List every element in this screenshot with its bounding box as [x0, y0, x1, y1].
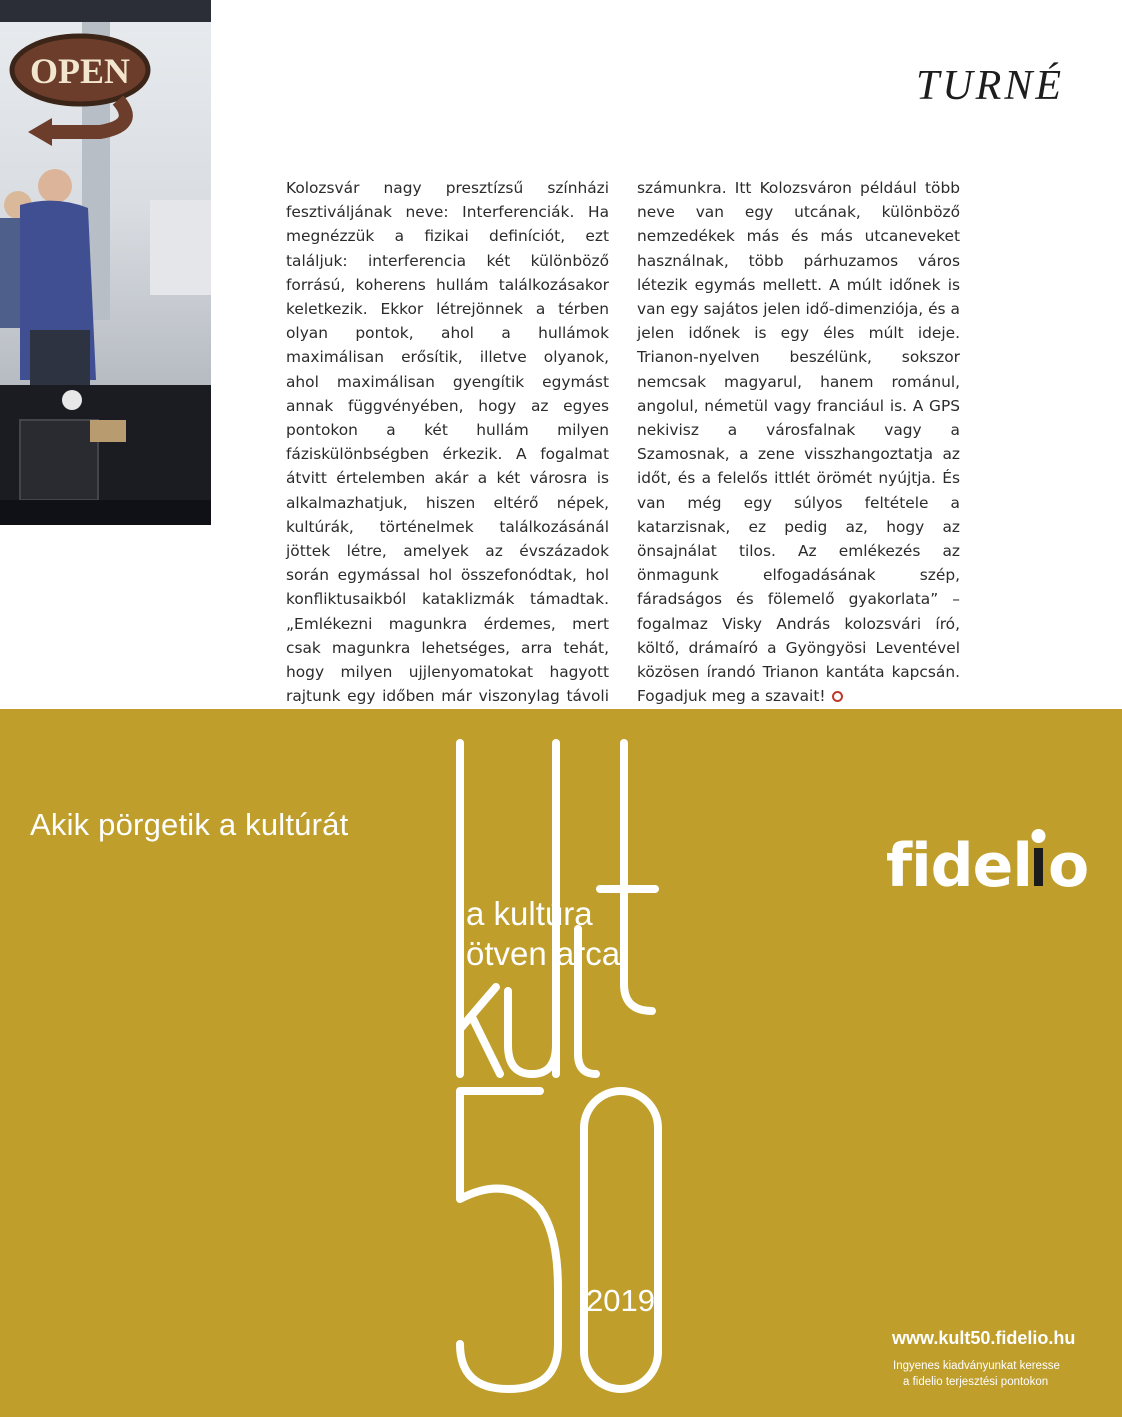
kult50-website-link[interactable]: www.kult50.fidelio.hu — [892, 1328, 1076, 1348]
ad-year: 2019 — [586, 1283, 655, 1318]
ad-tagline: Akik pörgetik a kultúrát — [30, 807, 349, 842]
article-column-2 — [637, 176, 960, 757]
article-column-1 — [286, 176, 609, 757]
article-column-1-text: Kolozsvár nagy presztízsű színházi fesztiváljának neve: Interferenciák. Ha megnézzük a fizikai definíciót, ezt találjuk: interferencia két különböző forrású, koherens hullám találkozásakor keletkezik. Ekkor létrejönnek a térben olyan pontok, ahol a hullámok maximálisan erősítik, illetve olyanok, ahol maximálisan gyengítik egymást annak függvényében, hogy az egyes pontokon a két hullám milyen fáziskülönbségben érkezik. A fogalmat átvitt értelemben akár a két városra is alkalmazhatjuk, hiszen eltérő népek, kultúrák, történelmek találkozásánál jöttek létre, amelyek az évszázadok során egymással hol összefonódtak, hol konfliktusaikból kataklizmák támadtak. „Emlékezni magunkra érdemes, mert csak magunkra lehetséges, arra tehát, hogy milyen ujjlenyomatokat hagyott rajtunk egy időben már viszonylag távoli — [286, 179, 609, 706]
article-body — [286, 176, 960, 757]
section-label: TURNÉ — [915, 63, 1064, 109]
fidelio-logo — [886, 824, 1096, 904]
svg-text:o: o — [1048, 831, 1090, 901]
ad-note-line-1: Ingyenes kiadványunkat keresse — [893, 1360, 1060, 1372]
ad-subtitle-line-1: a kultúra — [466, 895, 593, 932]
article-column-2-text: számunkra. Itt Kolozsváron például több neve van egy utcának, különböző nemzedékek más és más utcaneveket használnak, több párhuzamos város létezik egymás mellett. A múlt időnek is van egy sajátos jelen idő-dimenziója, és a jelen időnek is egy éles múlt ideje. Trianon-nyelven beszélünk, sokszor nemcsak magyarul, hanem románul, angolul, németül vagy franciául is. A GPS nekivisz a városfalnak vagy a Szamosnak, a zene visszhangoztatja az időt, és a felelős ittlét örömét nyújtja. És van még egy súlyos feltétele a katarzisnak, ez pedig az, hogy az önsajnálat tilos. Az emlékezés az önmagunk elfogadásának szép, fáradságos és fölemelő gyakorlata” – fogalmaz Visky András kolozsvári író, költő, drámaíró a Gyöngyösi Leventével közösen írandó Trianon kantáta kapcsán. Fogadjuk meg a szavait! — [637, 179, 960, 706]
svg-text:fidel: fidel — [886, 831, 1032, 901]
article-photo — [0, 0, 211, 525]
svg-text:OPEN: OPEN — [29, 51, 131, 91]
ad-subtitle-line-2: ötven arca — [466, 935, 621, 972]
stage-photo-graphic — [0, 0, 211, 525]
ad-note-line-2: a fidelio terjesztési pontokon — [903, 1376, 1049, 1388]
kult50-advertisement — [0, 709, 1122, 1417]
end-of-article-icon — [832, 691, 843, 702]
